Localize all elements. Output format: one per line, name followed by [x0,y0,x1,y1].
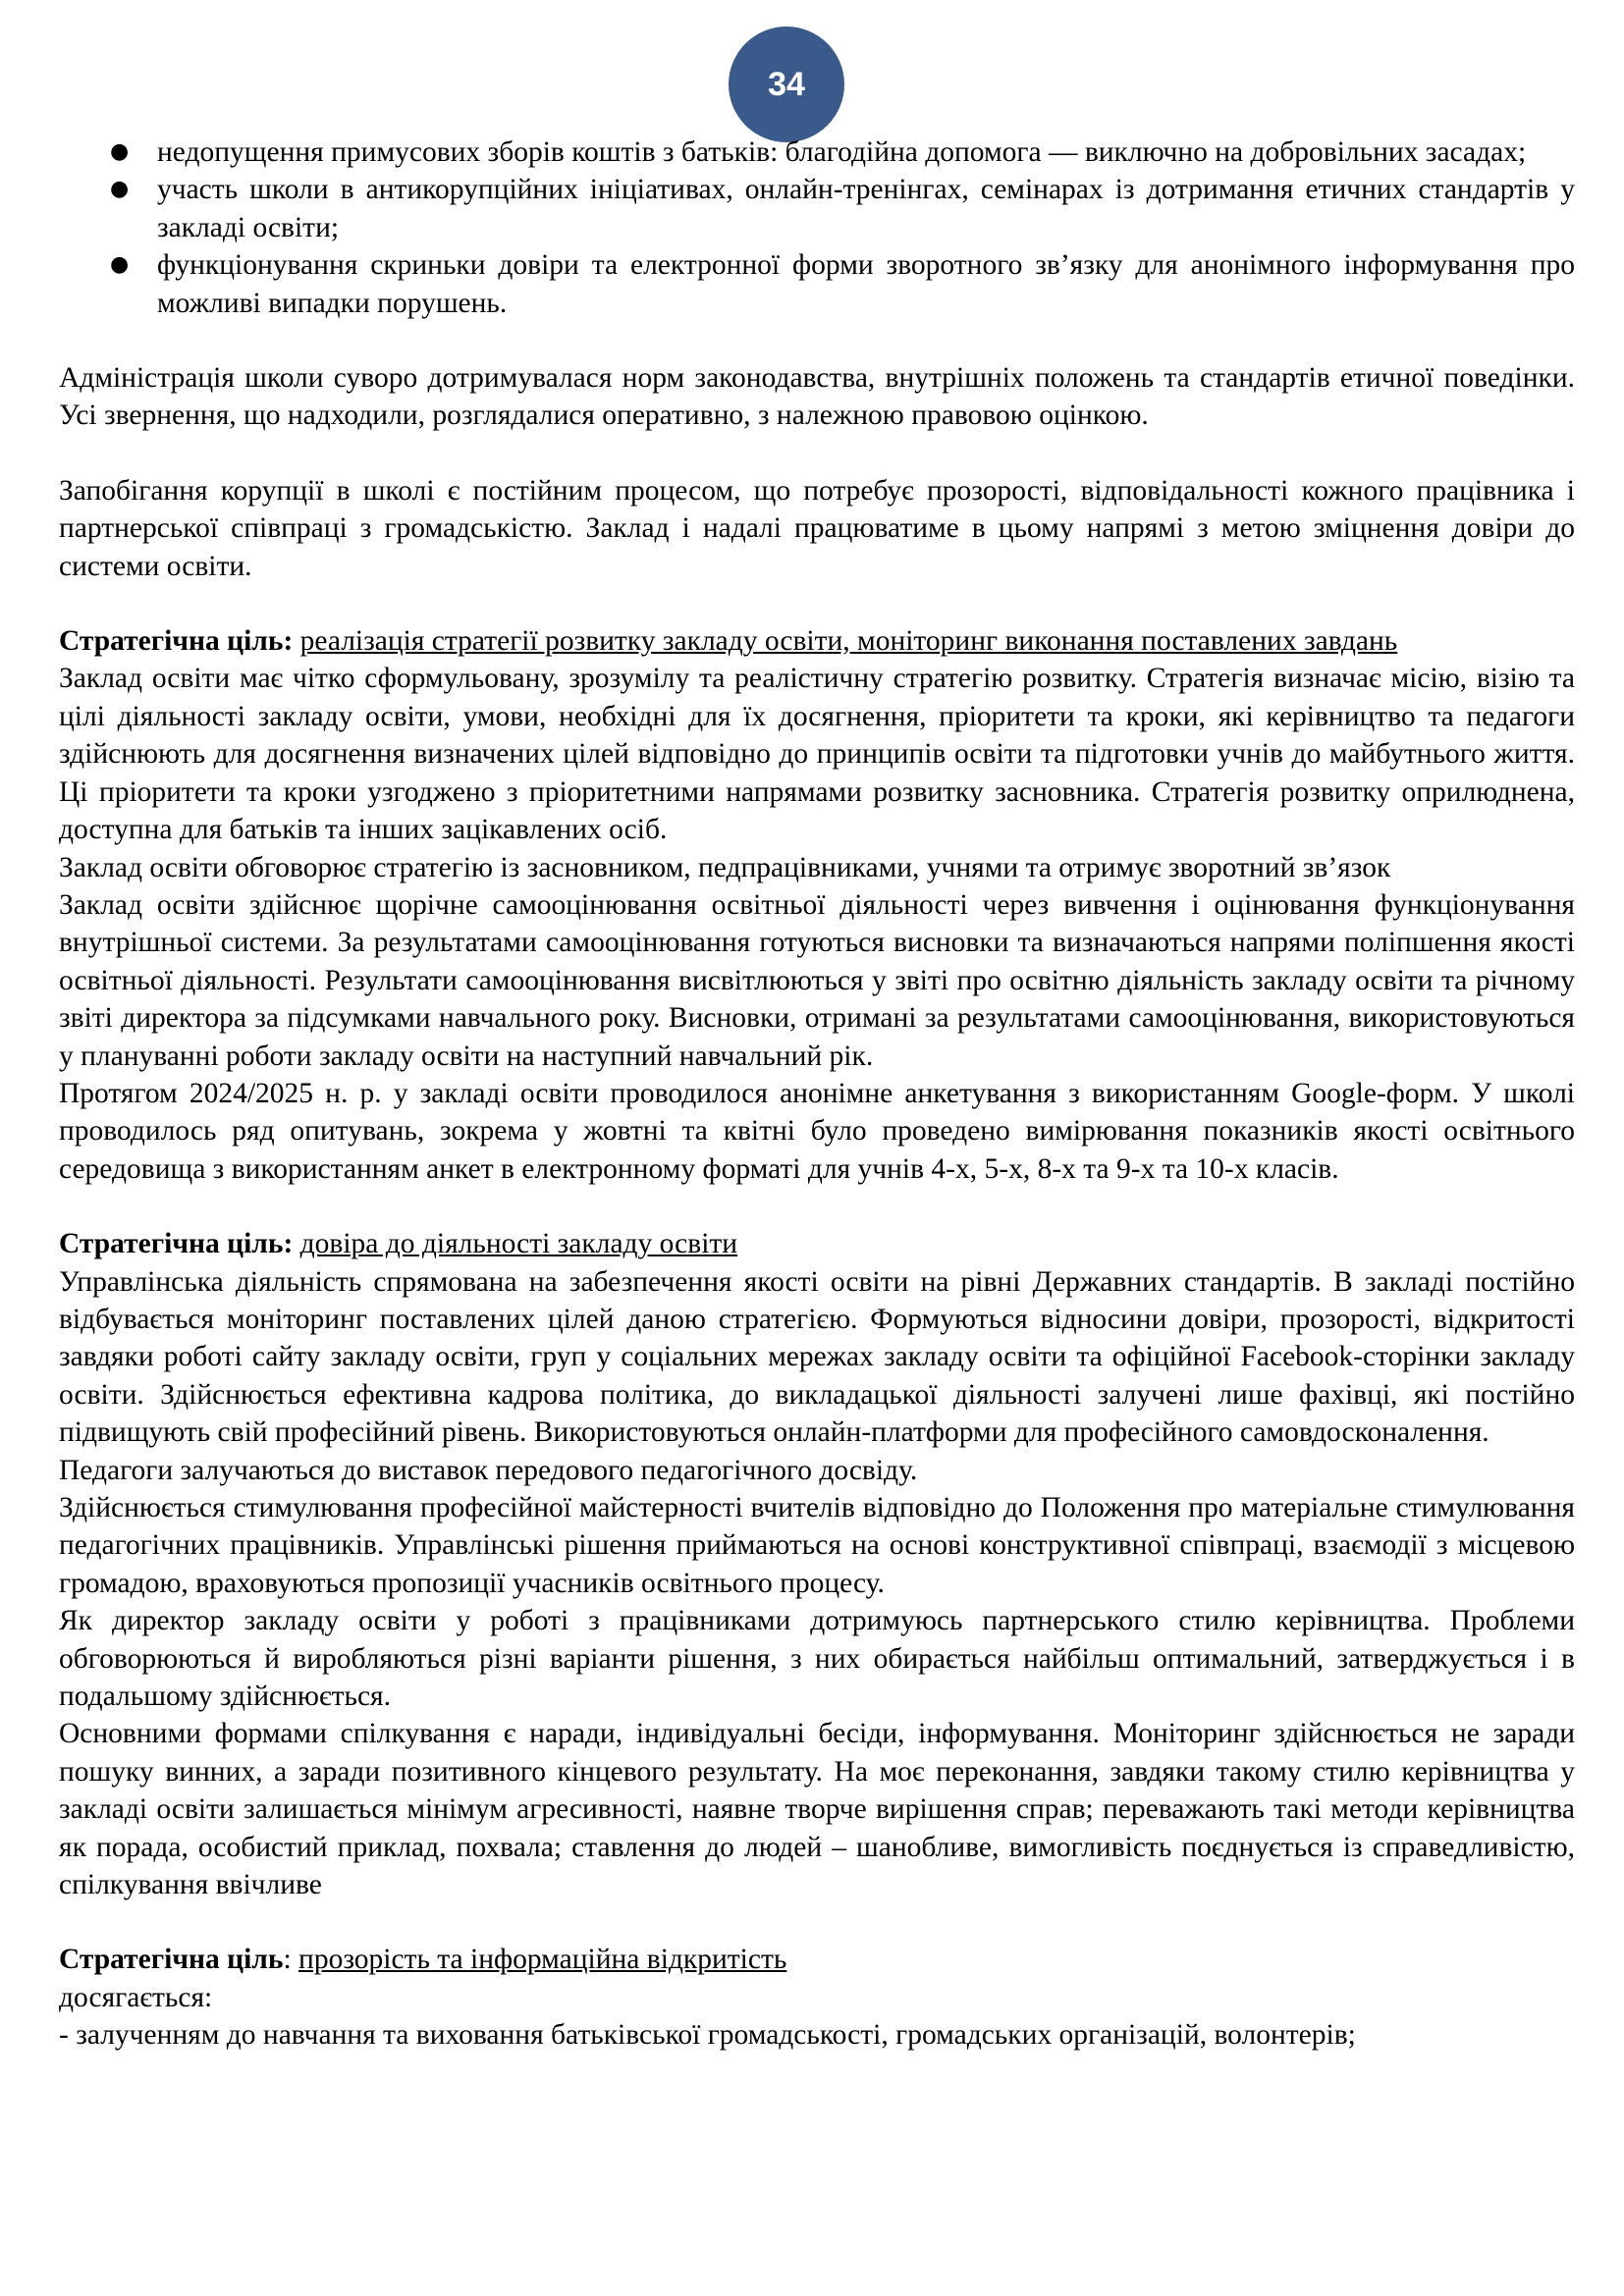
bullet-list [59,133,1575,322]
paragraph: Заклад освіти має чітко сформульовану, зрозумілу та реалістичну стратегію розвитку. Стратегія визначає місію, візію та цілі діяльності закладу освіти, умови, необхідні для їх досягнення, пріоритети та кроки, які керівництво та педагоги здійснюють для досягнення визначених цілей відповідно до принципів освіти та підготовки учнів до майбутнього життя. Ці пріоритети та кроки узгоджено з пріоритетними напрямами розвитку засновника. Стратегія розвитку оприлюднена, доступна для батьків та інших зацікавлених осіб. [59,663,1575,846]
heading-label: Стратегічна ціль: [59,1228,294,1260]
section-heading [59,1225,1575,1262]
paragraph: Адміністрація школи суворо дотримувалася норм законодавства, внутрішніх положень та стандартів етичної поведінки. Усі звернення, що надходили, розглядалися оперативно, з належною правовою оцінкою. [59,362,1575,432]
section-heading [59,1941,1575,1978]
heading-label: Стратегічна ціль [59,1944,284,1976]
paragraph: Як директор закладу освіти у роботі з працівниками дотримуюсь партнерського стилю керівництва. Проблеми обговорюються й виробляються різні варіанти рішення, з них обирається найбільш оптимальний, затверджується і в подальшому здійснюється. [59,1605,1575,1713]
bullet-icon: ● [110,252,130,278]
list-item: ● участь школи в антикорупційних ініціативах, онлайн-тренінгах, семінарах із дотримання етичних стандартів у закладі освіти; [59,171,1575,246]
list-item: ● функціонування скриньки довіри та електронної форми зворотного зв’язку для анонімного інформування про можливі випадки порушень. [59,246,1575,322]
list-item: ● недопущення примусових зборів коштів з батьків: благодійна допомога — виключно на добровільних засадах; [59,133,1575,171]
document-body [59,133,1575,2055]
paragraph: Здійснюється стимулювання професійної майстерності вчителів відповідно до Положення про матеріальне стимулювання педагогічних працівників. Управлінські рішення приймаються на основі конструктивної співпраці, взаємодії з місцевою громадою, враховуються пропозиції учасників освітнього процесу. [59,1492,1575,1599]
paragraph: Заклад освіти здійснює щорічне самооцінювання освітньої діяльності через вивчення і оцінювання функціонування внутрішньої системи. За результатами самооцінювання готуються висновки та визначаються напрями поліпшення якості освітньої діяльності. Результати самооцінювання висвітлюються у звіті про освітню діяльність закладу освіти та річному звіті директора за підсумками навчального року. Висновки, отримані за результатами самооцінювання, використовуються у плануванні роботи закладу освіти на наступний навчальний рік. [59,888,1575,1072]
heading-goal: прозорість та інформаційна відкритість [298,1944,787,1976]
heading-goal: довіра до діяльності закладу освіти [299,1228,738,1260]
bullet-icon: ● [110,177,130,202]
heading-colon: : [283,1944,292,1976]
section-heading [59,622,1575,660]
bullet-icon: ● [110,139,130,164]
paragraph: досягається: [59,1981,213,2013]
paragraph: Педагоги залучаються до виставок передового педагогічного досвіду. [59,1454,918,1486]
paragraph: Заклад освіти обговорює стратегію із засновником, педпрацівниками, учнями та отримує зворотний зв’язок [59,851,1391,883]
paragraph: Управлінська діяльність спрямована на забезпечення якості освіти на рівні Державних стандартів. В закладі постійно відбувається моніторинг поставлених цілей даною стратегією. Формуються відносини довіри, прозорості, відкритості завдяки роботі сайту закладу освіти, груп у соціальних мережах закладу освіти та офіційної Facebook-сторінки закладу освіти. Здійснюється ефективна кадрова політика, до викладацької діяльності залучені лише фахівці, які постійно підвищують свій професійний рівень. Використовуються онлайн-платформи для професійного самовдосконалення. [59,1265,1575,1449]
heading-goal: реалізація стратегії розвитку закладу освіти, моніторинг виконання поставлених завдань [299,625,1398,658]
heading-label: Стратегічна ціль: [59,625,294,658]
page-number-badge: 34 [729,27,844,142]
paragraph: Протягом 2024/2025 н. р. у закладі освіти проводилося анонімне анкетування з використанням Google-форм. У школі проводилось ряд опитувань, зокрема у жовтні та квітні було проведено вимірювання показників якості освітнього середовища з використанням анкет в електронному форматі для учнів 4-х, 5-х, 8-х та 9-х та 10-х класів. [59,1077,1575,1185]
paragraph: Запобігання корупції в школі є постійним процесом, що потребує прозорості, відповідальності кожного працівника і партнерської співпраці з громадськістю. Заклад і надалі працюватиме в цьому напрямі з метою зміцнення довіри до системи освіти. [59,474,1575,582]
paragraph: - залученням до навчання та виховання батьківської громадськості, громадських організацій, волонтерів; [59,2019,1356,2052]
paragraph: Основними формами спілкування є наради, індивідуальні бесіди, інформування. Моніторинг здійснюється не заради пошуку винних, а заради позитивного кінцевого результату. На моє переконання, завдяки такому стилю керівництва у закладі освіти залишається мінімум агресивності, наявне творче вирішення справ; переважають такі методи керівництва як порада, особистий приклад, похвала; ставлення до людей – шанобливе, вимогливість поєднується із справедливістю, спілкування ввічливе [59,1718,1575,1901]
